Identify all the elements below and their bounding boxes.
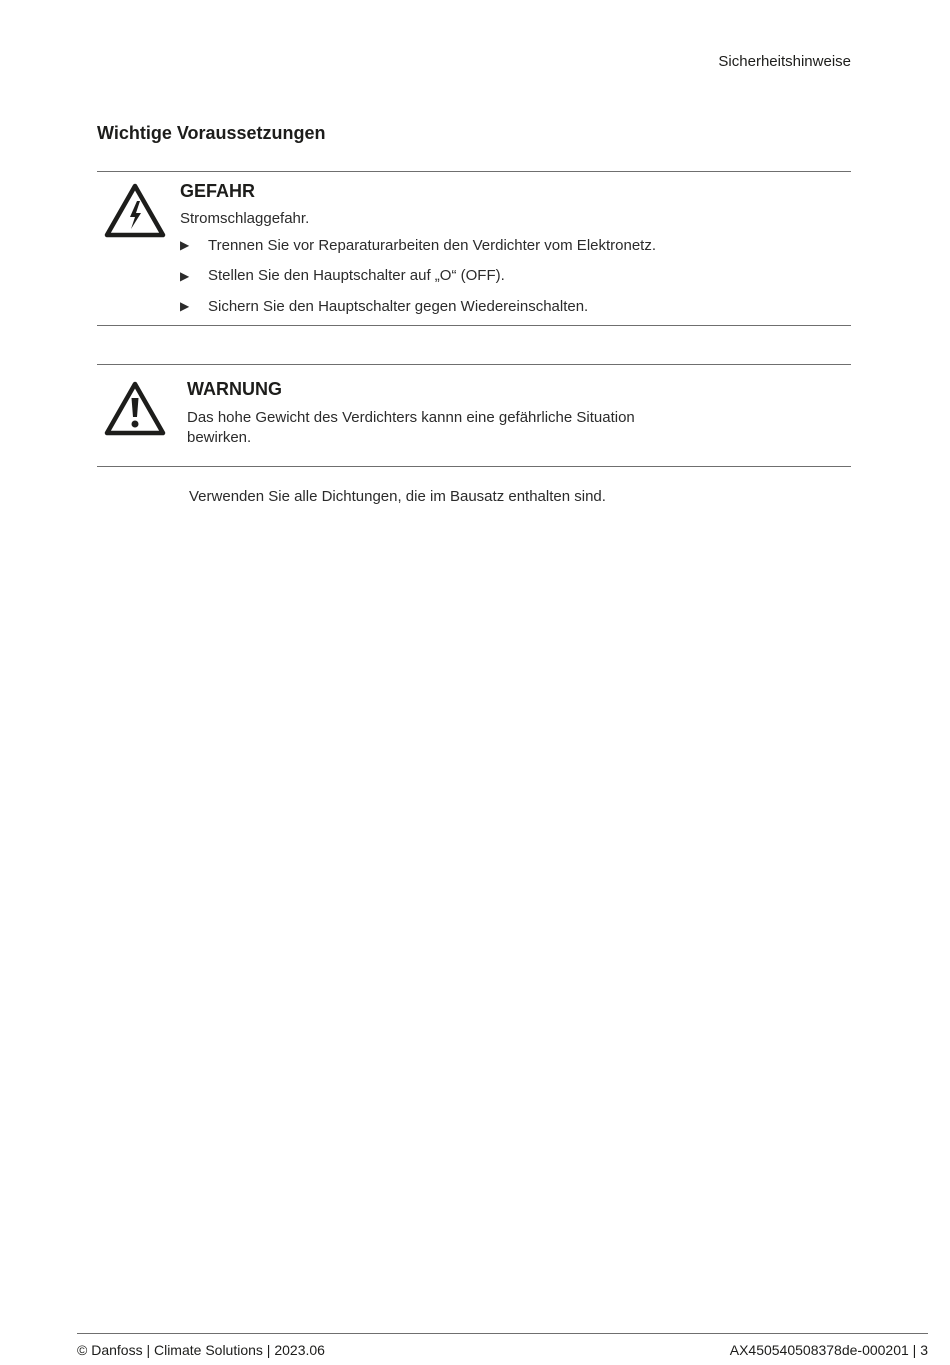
bullet-text: Stellen Sie den Hauptschalter auf „O“ (OFF). [208, 267, 505, 284]
footer-rule [77, 1333, 928, 1334]
bullet-text: Sichern Sie den Hauptschalter gegen Wiedereinschalten. [208, 297, 589, 315]
list-item [180, 266, 656, 286]
bullet-arrow-icon: ▶ [180, 238, 190, 252]
warning-bottom-rule [97, 466, 851, 467]
warning-description-line2: bewirken. [187, 429, 252, 446]
list-item [180, 296, 656, 316]
bullet-arrow-icon: ▶ [180, 268, 190, 283]
section-title: Wichtige Voraussetzungen [97, 123, 326, 143]
bullet-text: Trennen Sie vor Reparaturarbeiten den Verdichter vom Elektronetz. [208, 236, 657, 254]
danger-bullet-list [180, 235, 656, 327]
danger-bottom-rule [97, 325, 851, 326]
danger-description: Stromschlaggefahr. [180, 210, 310, 227]
warning-top-rule [97, 364, 851, 365]
warning-description-line1: Das hohe Gewicht des Verdichters kannn eine gefährliche Situation [187, 409, 635, 426]
header-section-label: Sicherheitshinweise [718, 53, 851, 70]
instruction-text: Verwenden Sie alle Dichtungen, die im Bausatz enthalten sind. [189, 488, 606, 505]
list-item [180, 235, 656, 255]
danger-heading: GEFAHR [180, 181, 256, 201]
footer-copyright: © Danfoss | Climate Solutions | 2023.06 [77, 1342, 325, 1358]
danger-top-rule [97, 171, 851, 172]
exclamation-warning-icon [104, 381, 166, 437]
footer-document-id: AX450540508378de-000201 | 3 [729, 1342, 928, 1358]
electric-hazard-icon [104, 183, 166, 239]
warning-heading: WARNUNG [187, 379, 282, 399]
bullet-arrow-icon: ▶ [180, 299, 190, 313]
